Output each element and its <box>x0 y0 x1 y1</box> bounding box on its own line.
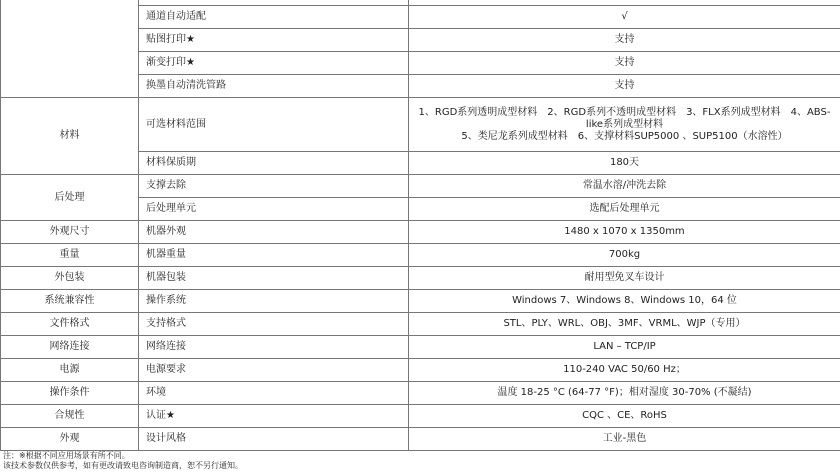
footnote-line: 注：※根据不同应用场景有所不同。 <box>3 451 130 460</box>
category-cell: 后处理 <box>1 175 139 221</box>
table-row <box>1 175 840 198</box>
value-cell: LAN – TCP/IP <box>409 336 840 359</box>
category-cell: 合规性 <box>1 405 139 428</box>
item-cell: 网络连接 <box>139 336 409 359</box>
value-cell: 常温水溶/冲洗去除 <box>409 175 840 198</box>
table-row <box>1 221 840 244</box>
footnote-line: 该技术参数仅供参考，如有更改请致电咨询制造商，恕不另行通知。 <box>3 461 243 470</box>
item-cell: 机器重量 <box>139 244 409 267</box>
item-cell: 操作系统 <box>139 290 409 313</box>
category-cell: 重量 <box>1 244 139 267</box>
item-cell: 环境 <box>139 382 409 405</box>
value-cell: 700kg <box>409 244 840 267</box>
footnotes <box>3 451 243 471</box>
category-cell: 文件格式 <box>1 313 139 336</box>
item-cell: 认证★ <box>139 405 409 428</box>
item-cell: 支持格式 <box>139 313 409 336</box>
value-cell <box>409 98 840 152</box>
value-cell: 1480 x 1070 x 1350mm <box>409 221 840 244</box>
category-cell: 外观尺寸 <box>1 221 139 244</box>
item-cell: 电源要求 <box>139 359 409 382</box>
value-cell: Windows 7、Windows 8、Windows 10，64 位 <box>409 290 840 313</box>
category-cell: 系统兼容性 <box>1 290 139 313</box>
item-cell: 渐变打印★ <box>139 52 409 75</box>
value-cell: 耐用型免叉车设计 <box>409 267 840 290</box>
item-cell: 材料保质期 <box>139 152 409 175</box>
value-line: 5、类尼龙系列成型材料 6、支撑材料SUP5000 、SUP5100（水溶性） <box>461 130 788 142</box>
value-cell: 180天 <box>409 152 840 175</box>
value-cell: √ <box>409 6 840 29</box>
table-row <box>1 98 840 152</box>
table-row <box>1 382 840 405</box>
table-row <box>1 405 840 428</box>
item-cell: 后处理单元 <box>139 198 409 221</box>
item-cell: 贴图打印★ <box>139 29 409 52</box>
item-cell: 通道自动适配 <box>139 6 409 29</box>
value-line: 1、RGD系列透明成型材料 2、RGD系列不透明成型材料 3、FLX系列成型材料 4、ABS-like系列成型材料 <box>418 106 831 130</box>
table-row <box>1 359 840 382</box>
item-cell: 换墨自动清洗管路 <box>139 75 409 98</box>
item-cell: 可选材料范围 <box>139 98 409 152</box>
table-row <box>1 313 840 336</box>
table-row <box>1 428 840 451</box>
item-cell: 机器包装 <box>139 267 409 290</box>
category-cell: 电源 <box>1 359 139 382</box>
value-cell: CQC 、CE、RoHS <box>409 405 840 428</box>
category-cell: 外包装 <box>1 267 139 290</box>
value-cell: 110-240 VAC 50/60 Hz； <box>409 359 840 382</box>
item-cell: 支撑去除 <box>139 175 409 198</box>
value-cell: 支持 <box>409 52 840 75</box>
table-row <box>1 244 840 267</box>
category-cell: 材料 <box>1 98 139 175</box>
item-cell: 设计风格 <box>139 428 409 451</box>
value-cell: 支持 <box>409 29 840 52</box>
category-cell <box>1 0 139 98</box>
value-cell: 支持 <box>409 75 840 98</box>
category-cell: 外观 <box>1 428 139 451</box>
table-row <box>1 290 840 313</box>
value-cell: 温度 18-25 °C (64-77 °F)；相对湿度 30-70% (不凝结) <box>409 382 840 405</box>
category-cell: 操作条件 <box>1 382 139 405</box>
table-row <box>1 336 840 359</box>
value-cell: 选配后处理单元 <box>409 198 840 221</box>
item-cell: 机器外观 <box>139 221 409 244</box>
value-cell: STL、PLY、WRL、OBJ、3MF、VRML、WJP（专用） <box>409 313 840 336</box>
table-row <box>1 267 840 290</box>
category-cell: 网络连接 <box>1 336 139 359</box>
value-cell: 工业-黑色 <box>409 428 840 451</box>
